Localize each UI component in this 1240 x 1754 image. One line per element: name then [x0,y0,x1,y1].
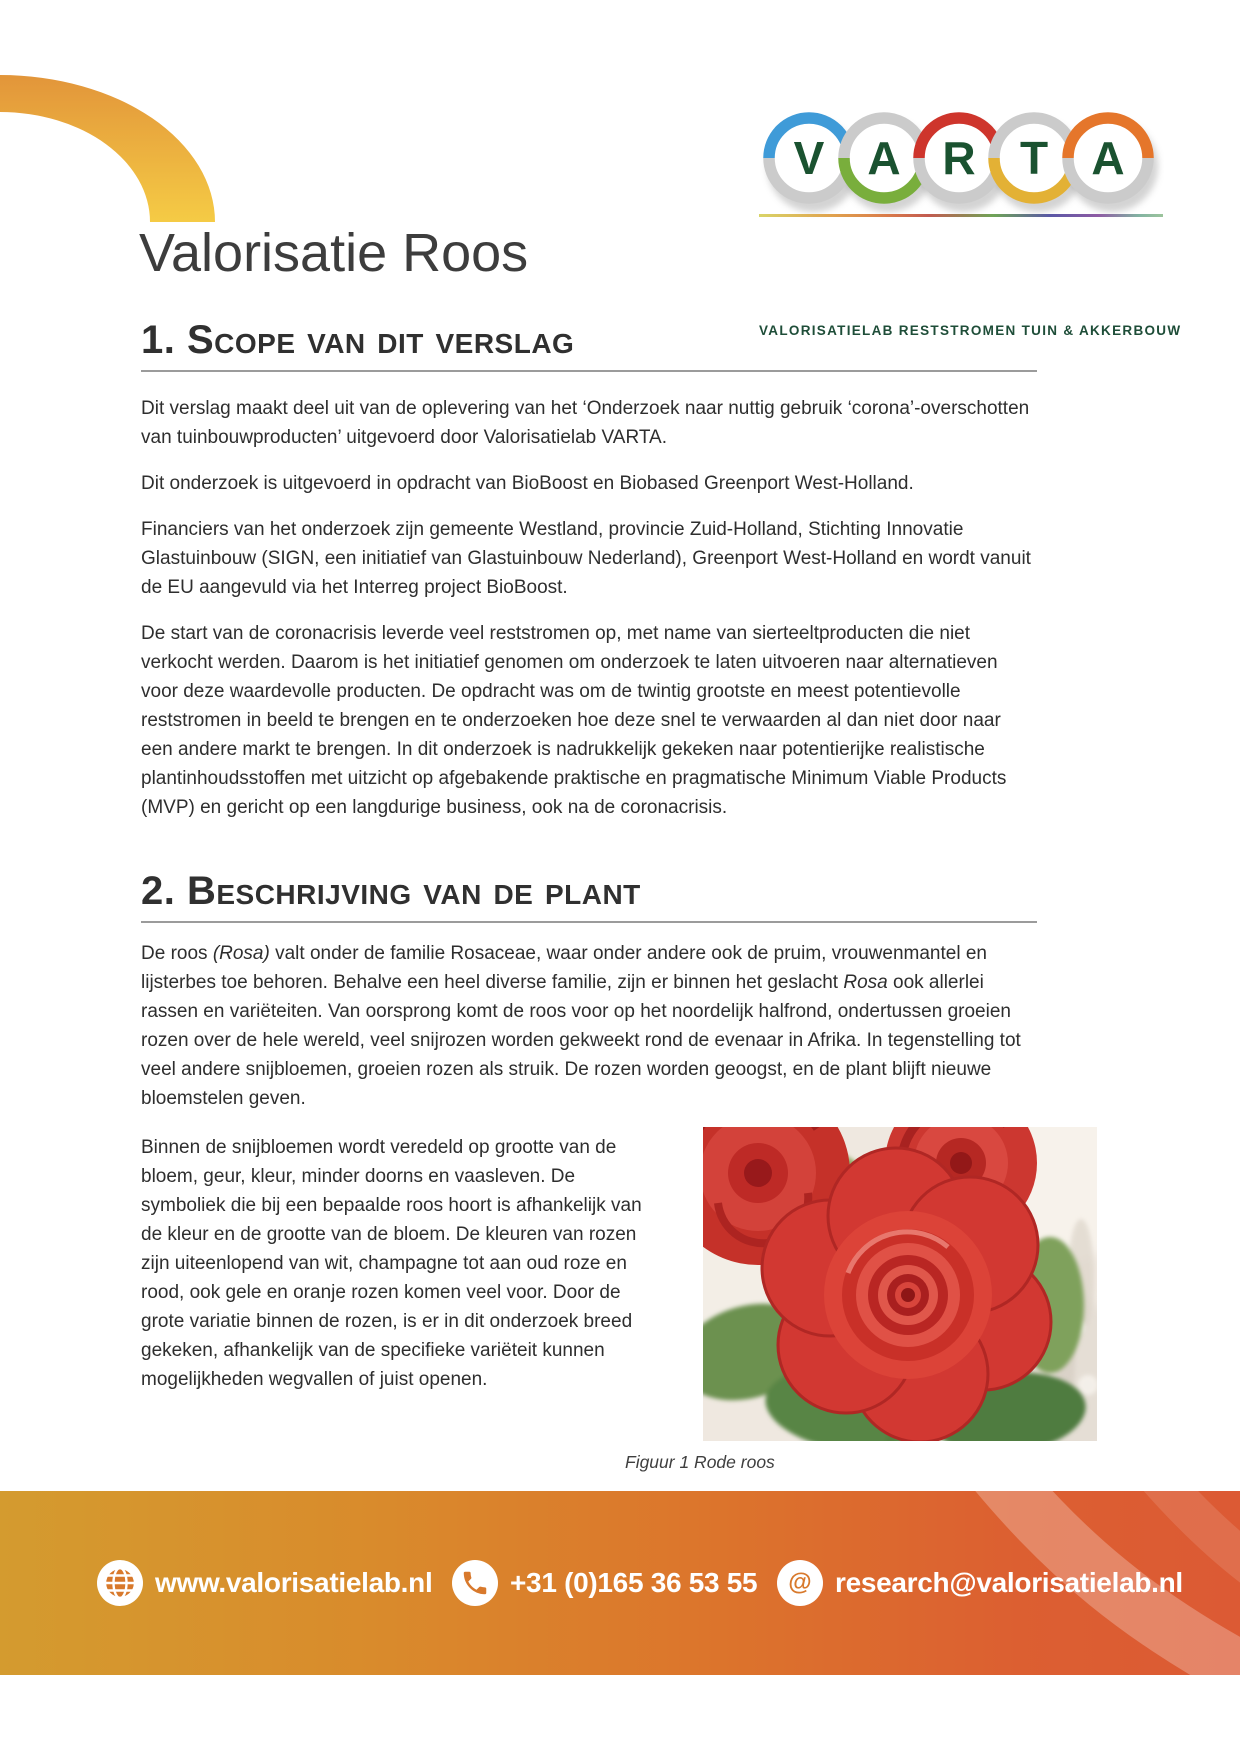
footer-website[interactable] [97,1560,432,1606]
section-heading-2: 2. Beschrijving van de plant [141,869,641,913]
svg-text:V: V [793,132,825,184]
figure-caption: Figuur 1 Rode roos [625,1452,775,1472]
section-1-paragraphs [141,394,1037,822]
svg-text:R: R [942,132,976,184]
logo-circle-v [769,118,849,198]
logo-gradient-line [759,214,1163,217]
phone-icon [452,1560,498,1606]
logo-circle-a [1068,118,1148,198]
varta-logo [758,96,1182,338]
paragraph: De roos (Rosa) valt onder de familie Rosaceae, waar onder andere ook de pruim, vrouwenmantel en lijsterbes toe behoren. Behalve een heel diverse familie, zijn er binnen het geslacht Rosa ook allerlei rassen en variëteiten. Van oorsprong komt de roos voor op het noordelijk halfrond, ondertussen groeien rozen over de hele wereld, veel snijrozen worden gekweekt rond de evenaar in Afrika. In tegenstelling tot veel andere snijbloemen, groeien rozen als struik. De rozen worden geoogst, en de plant blijft nieuwe bloemstelen geven. [141,943,1021,1109]
footer-phone-label: +31 (0)165 36 53 55 [510,1567,758,1598]
logo-circle-r [919,118,999,198]
corner-arc-decoration [0,0,222,228]
page-title: Valorisatie Roos [139,223,529,283]
heading-rule [141,370,1037,372]
logo-circle-t [994,118,1074,198]
section-heading-1: 1. Scope van dit verslag [141,318,575,362]
heading-rule [141,921,1037,923]
section-plant [141,869,1037,1113]
figure-rode-roos [625,1127,1097,1473]
svg-text:A: A [1091,132,1125,184]
paragraph: Binnen de snijbloemen wordt veredeld op grootte van de bloem, geur, kleur, minder doorns en vaasleven. De symboliek die bij een bepaalde roos hoort is afhankelijk van de kleur en de grootte van de bloem. De kleuren van rozen zijn uiteenlopend van wit, champagne tot aan oud roze en rood, ook gele en oranje rozen komen veel voor. Door de grote variatie binnen de rozen, is er in dit onderzoek breed gekeken, afhankelijk van de specifieke variëteit kunnen mogelijkheden wegvallen of juist openen. [141,1137,642,1390]
footer-contact-band [0,1491,1240,1675]
section-scope [141,318,1037,822]
varta-logo-circles [758,96,1164,220]
svg-text:@: @ [788,1569,812,1596]
paragraph: Dit onderzoek is uitgevoerd in opdracht van BioBoost en Biobased Greenport West-Holland. [141,473,914,494]
rose-photo [703,1127,1097,1441]
paragraph: Financiers van het onderzoek zijn gemeente Westland, provincie Zuid-Holland, Stichting Innovatie Glastuinbouw (SIGN, een initiatief van Glastuinbouw Nederland), Greenport West-Holland en wordt vanuit de EU aangevuld via het Interreg project BioBoost. [141,519,1031,598]
svg-text:T: T [1019,132,1049,184]
globe-icon [97,1560,143,1606]
logo-circle-a [844,118,924,198]
footer-email[interactable] [777,1560,1183,1606]
footer-phone[interactable] [452,1560,757,1606]
logo-subtitle: VALORISATIELAB RESTSTROMEN TUIN & AKKERBOUW [759,323,1182,338]
footer-website-label: www.valorisatielab.nl [155,1567,433,1598]
paragraph: Dit verslag maakt deel uit van de oplevering van het ‘Onderzoek naar nuttig gebruik ‘corona’-overschotten van tuinbouwproducten’ uitgevoerd door Valorisatielab VARTA. [141,398,1030,448]
paragraph: De start van de coronacrisis leverde veel reststromen op, met name van sierteeltproducten die niet verkocht werden. Daarom is het initiatief genomen om onderzoek te laten uitvoeren naar alternatieven voor deze waardevolle producten. De opdracht was om de twintig grootste en meest potentievolle reststromen in beeld te brengen en te onderzoeken hoe deze snel te verwaarden al dan niet door naar een andere markt te brengen. In dit onderzoek is nadrukkelijk gekeken naar potentierijke realistische plantinhoudsstoffen met uitzicht op afgebakende praktische en pragmatische Minimum Viable Products (MVP) en gericht op een langdurige business, ook na de coronacrisis. [141,623,1007,818]
footer-email-label: research@valorisatielab.nl [835,1567,1183,1598]
left-text-column [141,1133,648,1394]
section-2-paragraphs [141,939,1037,1113]
at-icon [777,1560,823,1606]
svg-text:A: A [867,132,901,184]
